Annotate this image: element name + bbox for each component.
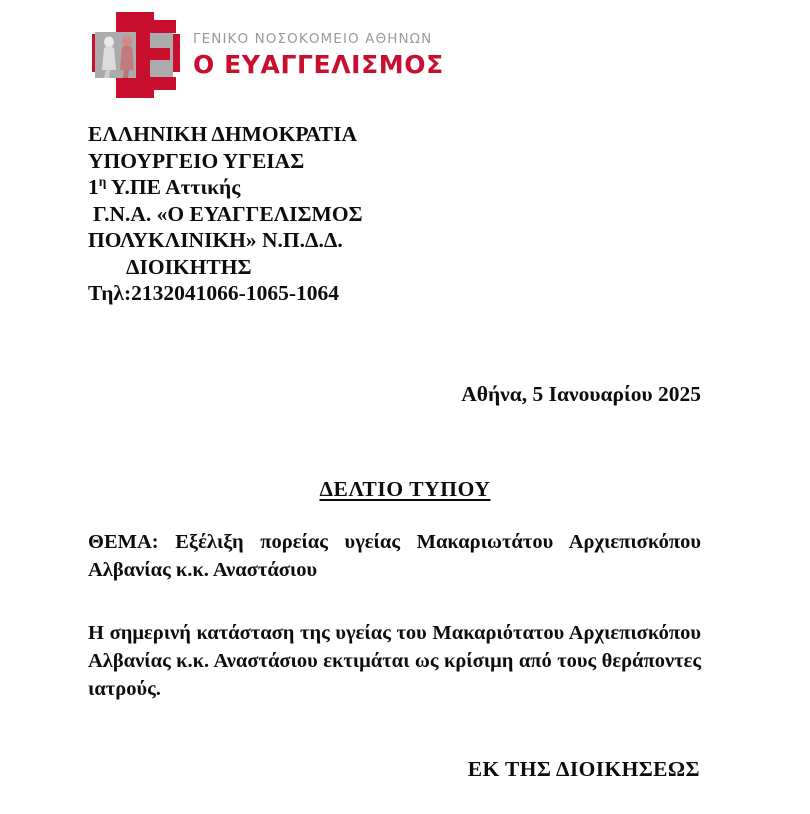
body-paragraph: Η σημερινή κατάσταση της υγείας του Μακαριότατου Αρχιεπισκόπου Αλβανίας κ.κ. Αναστάσιου εκτιμάται ως κρίσιμη από τους θεράποντες ιατρούς. <box>88 622 701 700</box>
signature-line: ΕΚ ΤΗΣ ΔΙΟΙΚΗΣΕΩΣ <box>467 757 700 781</box>
letterhead-line-hospital: Γ.Ν.Α. «Ο ΕΥΑΓΓΕΛΙΣΜΟΣ <box>93 201 363 226</box>
letterhead-line-health-region <box>88 174 363 201</box>
letterhead-line-ministry: ΥΠΟΥΡΓΕΙΟ ΥΓΕΙΑΣ <box>88 148 305 173</box>
letterhead <box>88 121 363 307</box>
subject-line: ΘΕΜΑ: Εξέλιξη πορείας υγείας Μακαριωτάτου Αρχιεπισκόπου Αλβανίας κ.κ. Αναστάσιου <box>88 531 701 581</box>
letterhead-line-republic: ΕΛΛΗΝΙΚΗ ΔΗΜΟΚΡΑΤΙΑ <box>88 122 358 146</box>
letterhead-line-phone: Τηλ:2132041066-1065-1064 <box>88 281 339 305</box>
evangelismos-logo-mark <box>88 10 183 100</box>
letterhead-line-polyclinic: ΠΟΛΥΚΛΙΝΙΚΗ» Ν.Π.Δ.Δ. <box>88 228 343 252</box>
health-region-number: 1 <box>88 175 99 199</box>
health-region-rest: Υ.ΠΕ Αττικής <box>106 175 241 199</box>
health-region-ordinal: η <box>98 173 107 189</box>
hospital-logo <box>88 10 444 100</box>
page-title <box>0 477 810 502</box>
date-line: Αθήνα, 5 Ιανουαρίου 2025 <box>461 382 701 406</box>
letterhead-line-administrator: ΔΙΟΙΚΗΤΗΣ <box>126 254 252 279</box>
page-title-text: ΔΕΛΤΙΟ ΤΥΠΟΥ <box>319 477 491 501</box>
logo-subtitle: ΓΕΝΙΚΟ ΝΟΣΟΚΟΜΕΙΟ ΑΘΗΝΩΝ <box>193 31 433 48</box>
logo-name: Ο ΕΥΑΓΓΕΛΙΣΜΟΣ <box>193 49 444 79</box>
logo-wordmark <box>193 33 444 77</box>
letter-e-mark <box>136 20 176 90</box>
